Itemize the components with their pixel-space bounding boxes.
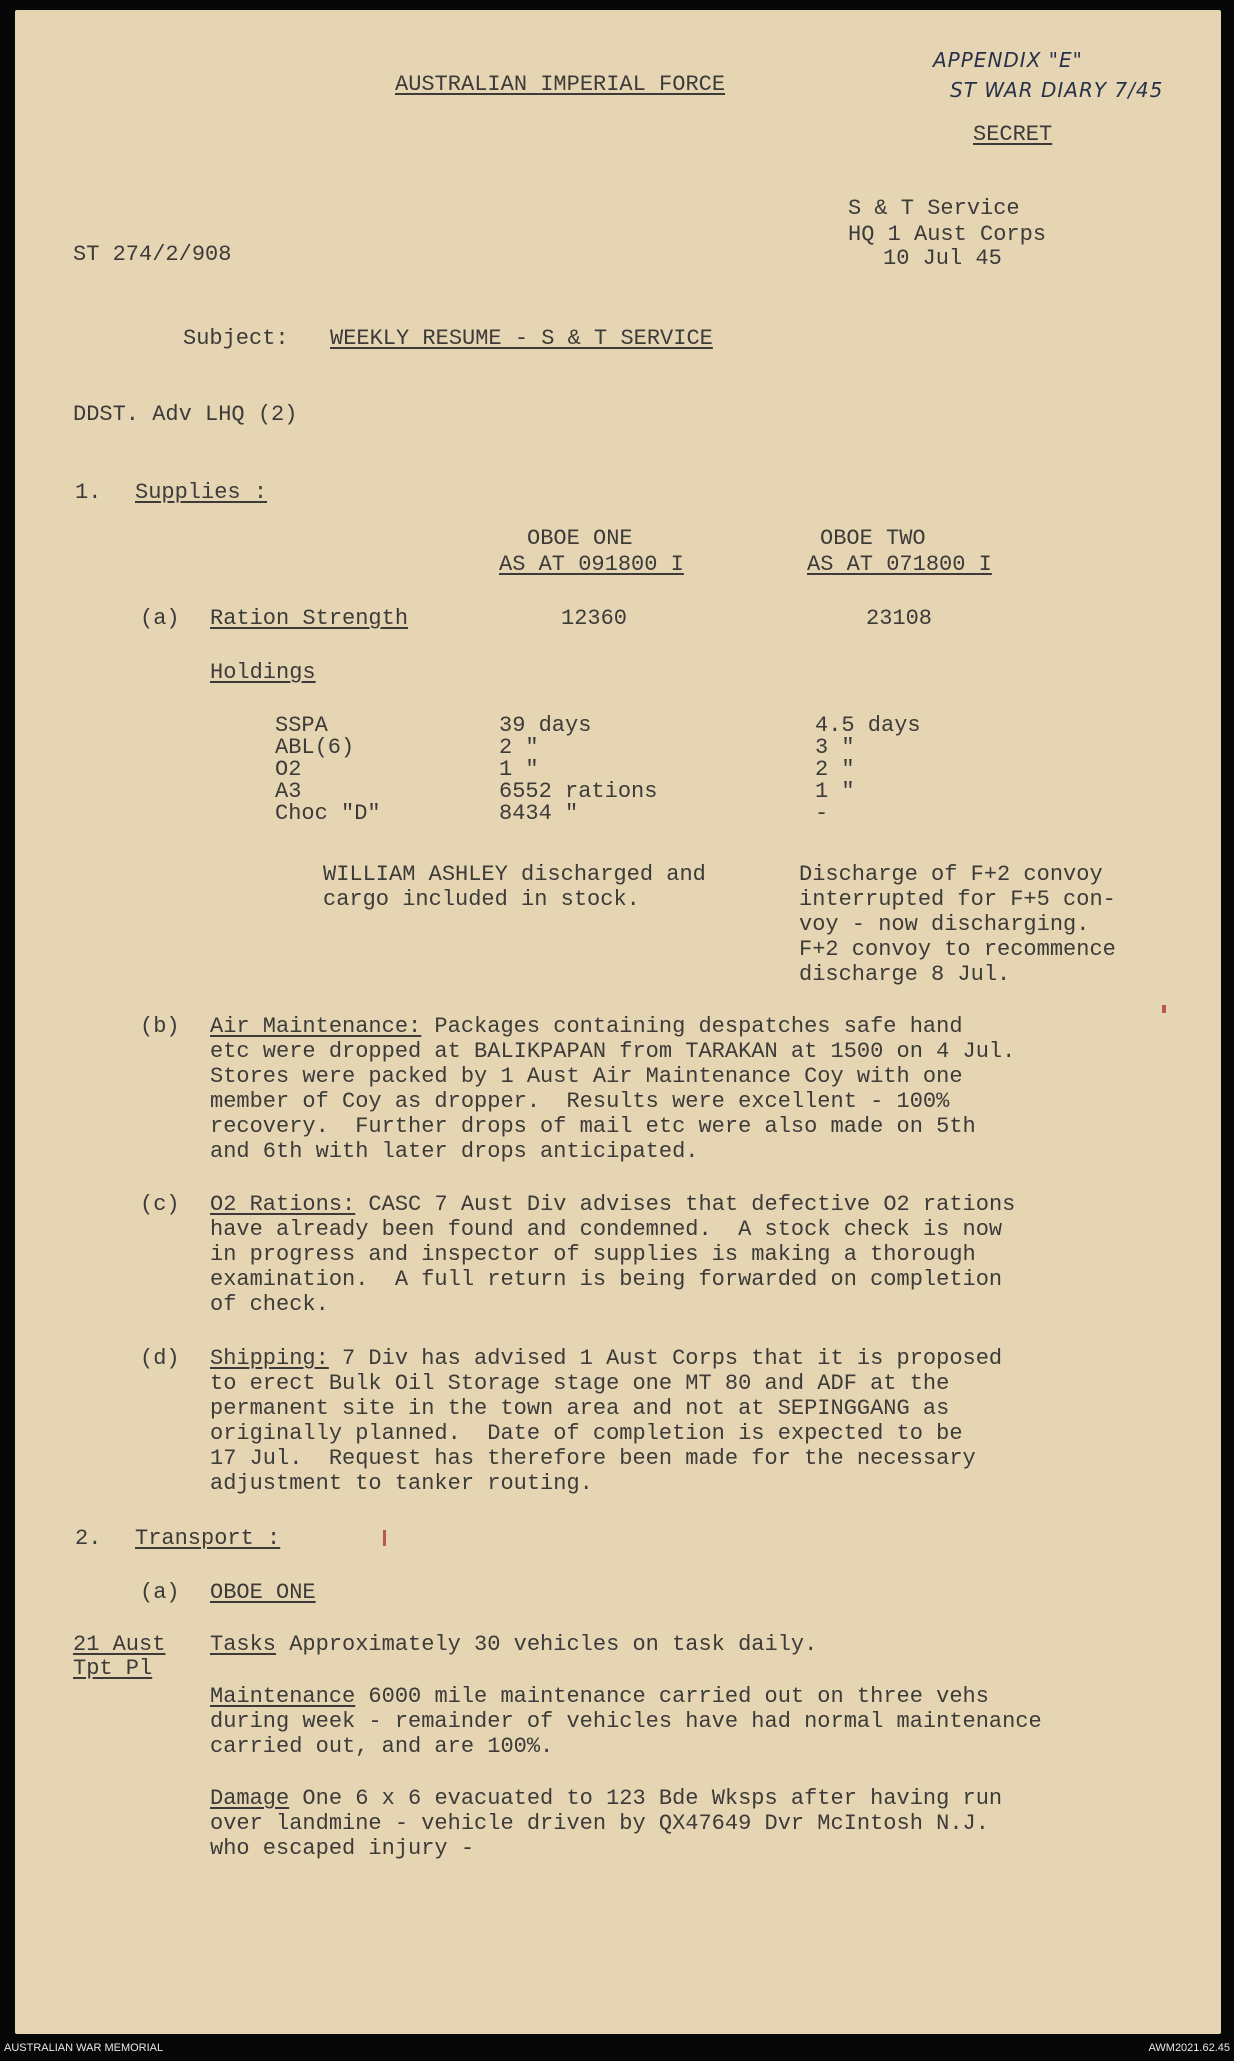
holding-item: ABL(6) <box>275 735 355 760</box>
item-b-line-6: and 6th with later drops anticipated. <box>210 1139 699 1164</box>
org-heading: AUSTRALIAN IMPERIAL FORCE <box>395 72 726 97</box>
item-b-label: (b) <box>140 1014 180 1039</box>
item-d-label: (d) <box>140 1346 180 1371</box>
footer-right: AWM2021.62.45 <box>1148 2042 1230 2054</box>
item-d-line-2: to erect Bulk Oil Storage stage one MT 80 and ADF at the <box>210 1371 950 1396</box>
note-oboe-two-3: voy - now discharging. <box>799 912 1090 937</box>
document-page <box>15 10 1221 2034</box>
ration-strength-oboe-two: 23108 <box>866 606 933 631</box>
transport-a-label: (a) <box>140 1580 180 1605</box>
item-b-line-4: member of Coy as dropper. Results were excellent - 100% <box>210 1089 950 1114</box>
holding-v2: 1 " <box>815 779 855 804</box>
holding-v1: 6552 rations <box>499 779 658 804</box>
item-d-title: Shipping: <box>210 1346 329 1371</box>
ration-strength-oboe-one: 12360 <box>561 606 628 631</box>
subject-text: WEEKLY RESUME - S & T SERVICE <box>330 326 713 351</box>
maintenance-line-2: during week - remainder of vehicles have had normal maintenance <box>210 1709 1042 1734</box>
damage-line-3: who escaped injury - <box>210 1836 475 1861</box>
note-oboe-two-5: discharge 8 Jul. <box>799 962 1011 987</box>
col2-head-1: OBOE TWO <box>820 526 926 551</box>
damage-label: Damage <box>210 1786 290 1811</box>
holding-v2: 4.5 days <box>815 713 921 738</box>
reference-number: ST 274/2/908 <box>73 242 232 267</box>
item-d-line-3: permanent site in the town area and not at SEPINGGANG as <box>210 1396 950 1421</box>
holding-v2: 2 " <box>815 757 855 782</box>
note-oboe-two-4: F+2 convoy to recommence <box>799 937 1116 962</box>
col2-head-2: AS AT 071800 I <box>807 552 992 577</box>
item-a-label: (a) <box>140 606 180 631</box>
col1-head-1: OBOE ONE <box>527 526 633 551</box>
section-1-heading: Supplies : <box>135 480 268 505</box>
note-oboe-two-2: interrupted for F+5 con- <box>799 887 1116 912</box>
item-c-label: (c) <box>140 1192 180 1217</box>
item-b-line-2: etc were dropped at BALIKPAPAN from TARAKAN at 1500 on 4 Jul. <box>210 1039 1016 1064</box>
maintenance-line-3: carried out, and are 100%. <box>210 1734 554 1759</box>
damage-line-2: over landmine - vehicle driven by QX47649 Dvr McIntosh N.J. <box>210 1811 989 1836</box>
note-oboe-one-2: cargo included in stock. <box>323 887 640 912</box>
item-d-line-5: 17 Jul. Request has therefore been made for the necessary <box>210 1446 976 1471</box>
item-c-line-3: in progress and inspector of supplies is making a thorough <box>210 1242 976 1267</box>
holding-v1: 8434 " <box>499 801 579 826</box>
col1-head-2: AS AT 091800 I <box>499 552 684 577</box>
transport-a-title: OBOE ONE <box>210 1580 316 1605</box>
item-b-line-3: Stores were packed by 1 Aust Air Maintenance Coy with one <box>210 1064 963 1089</box>
holding-v1: 39 days <box>499 713 592 738</box>
unit-line-1: 21 Aust <box>73 1632 166 1657</box>
tasks-line: Tasks Approximately 30 vehicles on task daily. <box>210 1632 818 1657</box>
item-c-title: O2 Rations: <box>210 1192 356 1217</box>
section-1-number: 1. <box>75 480 102 505</box>
item-d-line-1: Shipping: 7 Div has advised 1 Aust Corps that it is proposed <box>210 1346 1003 1371</box>
section-2-heading: Transport : <box>135 1526 281 1551</box>
red-pencil-mark <box>383 1530 386 1546</box>
item-c-line-2: have already been found and condemned. A stock check is now <box>210 1217 1003 1242</box>
holding-item: SSPA <box>275 713 328 738</box>
item-c-line-5: of check. <box>210 1292 329 1317</box>
holding-v1: 2 " <box>499 735 539 760</box>
holding-item: Choc "D" <box>275 801 381 826</box>
holding-item: O2 <box>275 757 302 782</box>
note-oboe-two-1: Discharge of F+2 convoy <box>799 862 1103 887</box>
item-c-line-4: examination. A full return is being forwarded on completion <box>210 1267 1003 1292</box>
item-d-line-4: originally planned. Date of completion is expected to be <box>210 1421 963 1446</box>
archive-footer <box>0 2037 1234 2061</box>
war-diary-handwritten: ST WAR DIARY 7/45 <box>950 78 1164 102</box>
maintenance-line-1: Maintenance 6000 mile maintenance carried out on three vehs <box>210 1684 989 1709</box>
holding-v2: - <box>815 801 829 826</box>
from-line-1: S & T Service <box>848 196 1020 221</box>
item-c-line-1: O2 Rations: CASC 7 Aust Div advises that defective O2 rations <box>210 1192 1016 1217</box>
footer-left: AUSTRALIAN WAR MEMORIAL <box>4 2042 164 2054</box>
tasks-label: Tasks <box>210 1632 277 1657</box>
item-b-line-5: recovery. Further drops of mail etc were also made on 5th <box>210 1114 976 1139</box>
holding-v1: 1 " <box>499 757 539 782</box>
maintenance-label: Maintenance <box>210 1684 356 1709</box>
item-b-line-1: Air Maintenance: Packages containing despatches safe hand <box>210 1014 963 1039</box>
section-2-number: 2. <box>75 1526 102 1551</box>
appendix-handwritten: APPENDIX "E" <box>933 48 1083 72</box>
unit-line-2: Tpt Pl <box>73 1656 153 1681</box>
red-dot-mark <box>1162 1005 1166 1013</box>
holdings-label: Holdings <box>210 660 316 685</box>
subject-label: Subject: <box>183 326 289 351</box>
holding-v2: 3 " <box>815 735 855 760</box>
classification: SECRET <box>973 122 1053 147</box>
item-b-title: Air Maintenance: <box>210 1014 422 1039</box>
date-line: 10 Jul 45 <box>883 246 1002 271</box>
holding-item: A3 <box>275 779 302 804</box>
addressee: DDST. Adv LHQ (2) <box>73 402 298 427</box>
from-line-2: HQ 1 Aust Corps <box>848 222 1047 247</box>
note-oboe-one-1: WILLIAM ASHLEY discharged and <box>323 862 706 887</box>
item-d-line-6: adjustment to tanker routing. <box>210 1471 593 1496</box>
damage-line-1: Damage One 6 x 6 evacuated to 123 Bde Wksps after having run <box>210 1786 1003 1811</box>
ration-strength-label: Ration Strength <box>210 606 409 631</box>
